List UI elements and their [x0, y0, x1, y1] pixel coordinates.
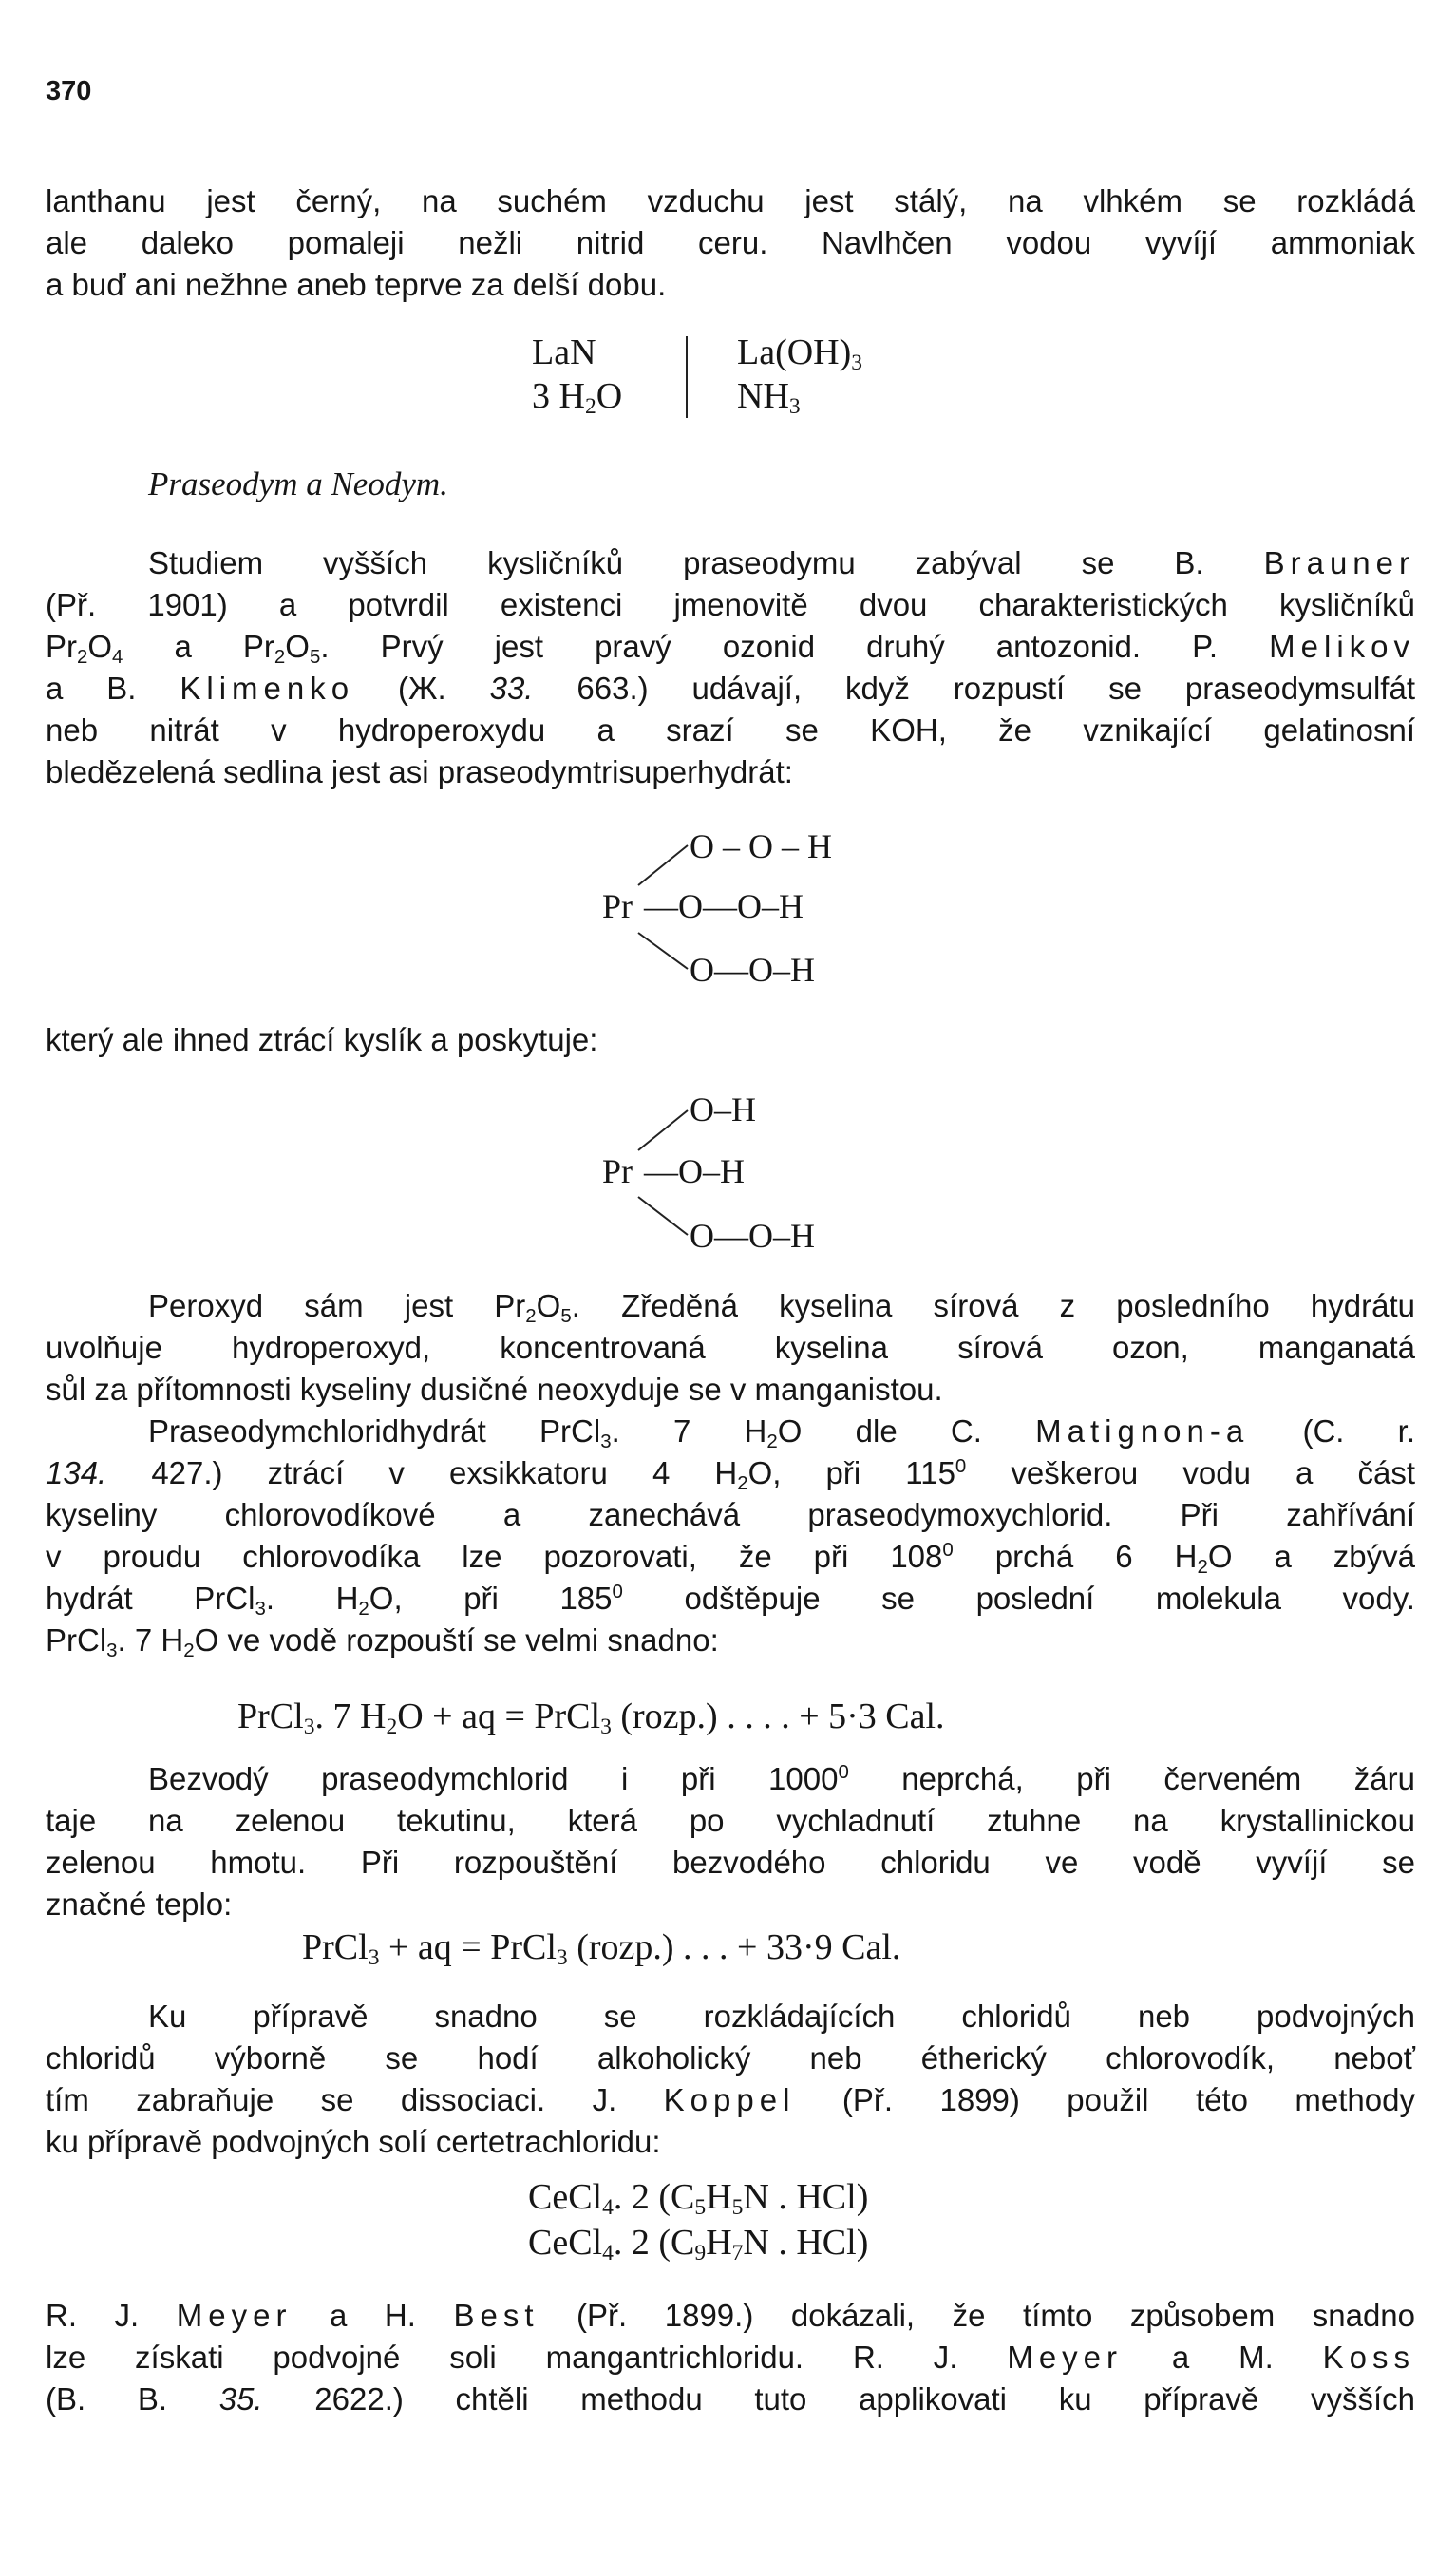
bond-row-bottom: O—O–H	[690, 1217, 815, 1255]
text-line: uvolňuje hydroperoxyd, koncentrovaná kyselina sírová ozon, manganatá	[46, 1330, 1415, 1365]
bond-row-top: O – O – H	[690, 827, 832, 865]
text-line: Studiem vyšších kysličníků praseodymu zabýval se B. Brauner	[148, 545, 1415, 580]
equation-heat-hydrate: PrCl$_3$. 7 $H_2O$ + aq = PrCl$_3$ (rozp.) . . . . + 5·3 Cal.	[237, 1697, 945, 1739]
text-line: (Př. 1901) a potvrdil existenci jmenovitě dvou charakteristických kysličníků	[46, 587, 1415, 622]
paragraph-anhydrous	[46, 1758, 1415, 1925]
text-line: neb nitrát v hydroperoxydu a srazí se KOH, že vznikající gelatinosní	[46, 712, 1415, 748]
text-line: Ku přípravě snadno se rozkládajících chloridů neb podvojných	[148, 1999, 1415, 2034]
formula-nh3: $NH_3$	[737, 376, 801, 419]
bond-row-top: O–H	[690, 1090, 756, 1128]
formula-lan: LaN	[532, 332, 596, 372]
formula-3h2o: 3 $H_2O$	[532, 376, 623, 419]
text-line: PrCl$_3$. 7 $H_2O$ ve vodě rozpouští se velmi snadno:	[46, 1622, 719, 1661]
structure-peroxyd	[598, 1088, 883, 1259]
text-line: 134. 427.) ztrácí v exsikkatoru 4 $H_2O$, při $115^0$ veškerou vodu a část	[46, 1455, 1415, 1494]
text-line: který ale ihned ztrácí kyslík a poskytuje:	[46, 1022, 598, 1057]
equation-heat-anhydrous: PrCl$_3$ + aq = PrCl$_3$ (rozp.) . . . + 33·9 Cal.	[302, 1927, 901, 1970]
text-line: Praseodymchloridhydrát PrCl$_3$. 7 $H_2O$ dle C. Matignon-a (C. r.	[148, 1413, 1415, 1452]
text-line: (B. B. 35. 2622.) chtěli methodu tuto applikovati ku přípravě vyšších	[46, 2381, 1415, 2417]
text-line: hydrát PrCl$_3$. $H_2O$, při $185^0$ odštěpuje se poslední molekula vody.	[46, 1581, 1415, 1620]
paragraph-peroxyd	[46, 1285, 1415, 1661]
paragraph-koppel	[46, 1996, 1415, 2163]
page-number: 370	[46, 76, 92, 106]
text-line: $Pr_2O_4$ a $Pr_2O_5$. Prvý jest pravý ozonid druhý antozonid. P. Melikov	[46, 629, 1415, 668]
formula-cecl4-quinoline: CeCl$_4$. 2 ($C_9H_7N$ . HCl)	[528, 2223, 869, 2265]
text-line: lze získati podvojné soli mangantrichloridu. R. J. Meyer a M. Koss	[46, 2340, 1415, 2375]
paragraph-lanthanum	[46, 180, 1415, 306]
paragraph-brauner	[46, 542, 1415, 793]
scheme-divider	[684, 334, 690, 420]
bond-row-middle: —O—O–H	[644, 887, 804, 925]
section-subtitle: Praseodym a Neodym.	[148, 465, 448, 502]
formula-la-oh3: $La(OH)_3$	[737, 332, 863, 375]
paragraph-meyer	[46, 2295, 1415, 2420]
metal-symbol: Pr	[602, 887, 633, 925]
metal-symbol: Pr	[602, 1152, 633, 1190]
bond-row-middle: —O–H	[644, 1152, 745, 1190]
text-line: lanthanu jest černý, na suchém vzduchu jest stálý, na vlhkém se rozkládá	[46, 183, 1415, 218]
text-line: ku přípravě podvojných solí certetrachloridu:	[46, 2124, 661, 2159]
text-line: bledězelená sedlina jest asi praseodymtrisuperhydrát:	[46, 754, 793, 789]
text-line: Peroxyd sám jest $Pr_2O_5$. Zředěná kyselina sírová z posledního hydrátu	[148, 1288, 1415, 1327]
text-line: taje na zelenou tekutinu, která po vychladnutí ztuhne na krystallinickou	[46, 1803, 1415, 1838]
text-line: chloridů výborně se hodí alkoholický neb étherický chlorovodík, neboť	[46, 2040, 1415, 2076]
text-line: R. J. Meyer a H. Best (Př. 1899.) dokázali, že tímto způsobem snadno	[46, 2298, 1415, 2333]
bond-row-bottom: O—O–H	[690, 951, 815, 989]
text-line: Bezvodý praseodymchlorid i při 1000$^0$ neprchá, při červeném žáru	[148, 1761, 1415, 1796]
text-line: zelenou hmotu. Při rozpouštění bezvodého chloridu ve vodě vyvíjí se	[46, 1845, 1415, 1880]
text-line: ale daleko pomaleji nežli nitrid ceru. Navlhčen vodou vyvíjí ammoniak	[46, 225, 1415, 260]
text-line: v proudu chlorovodíka lze pozorovati, že při $108^0$ prchá 6 $H_2O$ a zbývá	[46, 1539, 1415, 1578]
text-line: a buď ani nežhne aneb teprve za delší dobu.	[46, 267, 667, 302]
text-line: kyseliny chlorovodíkové a zanechává praseodymoxychlorid. Při zahřívání	[46, 1497, 1415, 1532]
text-line: sůl za přítomnosti kyseliny dusičné neoxyduje se v manganistou.	[46, 1372, 943, 1407]
text-line: tím zabraňuje se dissociaci. J. Koppel (Př. 1899) použil této methody	[46, 2082, 1415, 2117]
formula-cecl4-pyridine: CeCl$_4$. 2 ($C_5H_5N$ . HCl)	[528, 2177, 869, 2220]
structure-trisuperhydrate	[598, 826, 883, 997]
text-line: a B. Klimenko (Ж. 33. 663.) udávají, když rozpustí se praseodymsulfát	[46, 671, 1415, 706]
text-line: značné teplo:	[46, 1886, 233, 1922]
paragraph-oxygen-loss	[46, 1019, 1415, 1061]
